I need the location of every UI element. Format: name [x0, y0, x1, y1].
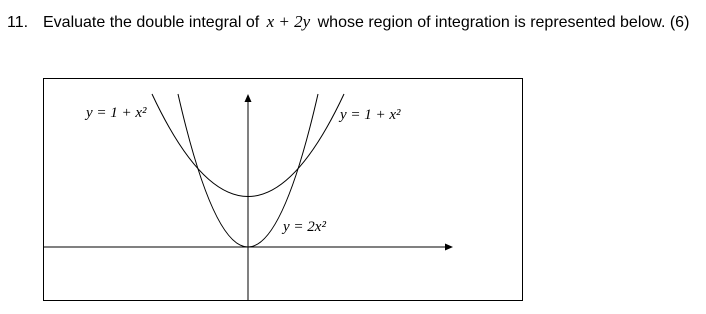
label-curve-lower: y = 2x² [283, 219, 326, 235]
integrand-expression: x + 2y [266, 12, 311, 31]
x-axis-arrowhead [445, 244, 453, 251]
y-axis-arrowhead [245, 94, 252, 102]
question-text-before: Evaluate the double integral of [43, 14, 260, 31]
label-curve-right: y = 1 + x² [340, 107, 401, 123]
question-number: 11. [7, 14, 29, 31]
label-curve-left: y = 1 + x² [86, 105, 147, 121]
question-text-after: whose region of integration is represented below. (6) [317, 14, 690, 31]
